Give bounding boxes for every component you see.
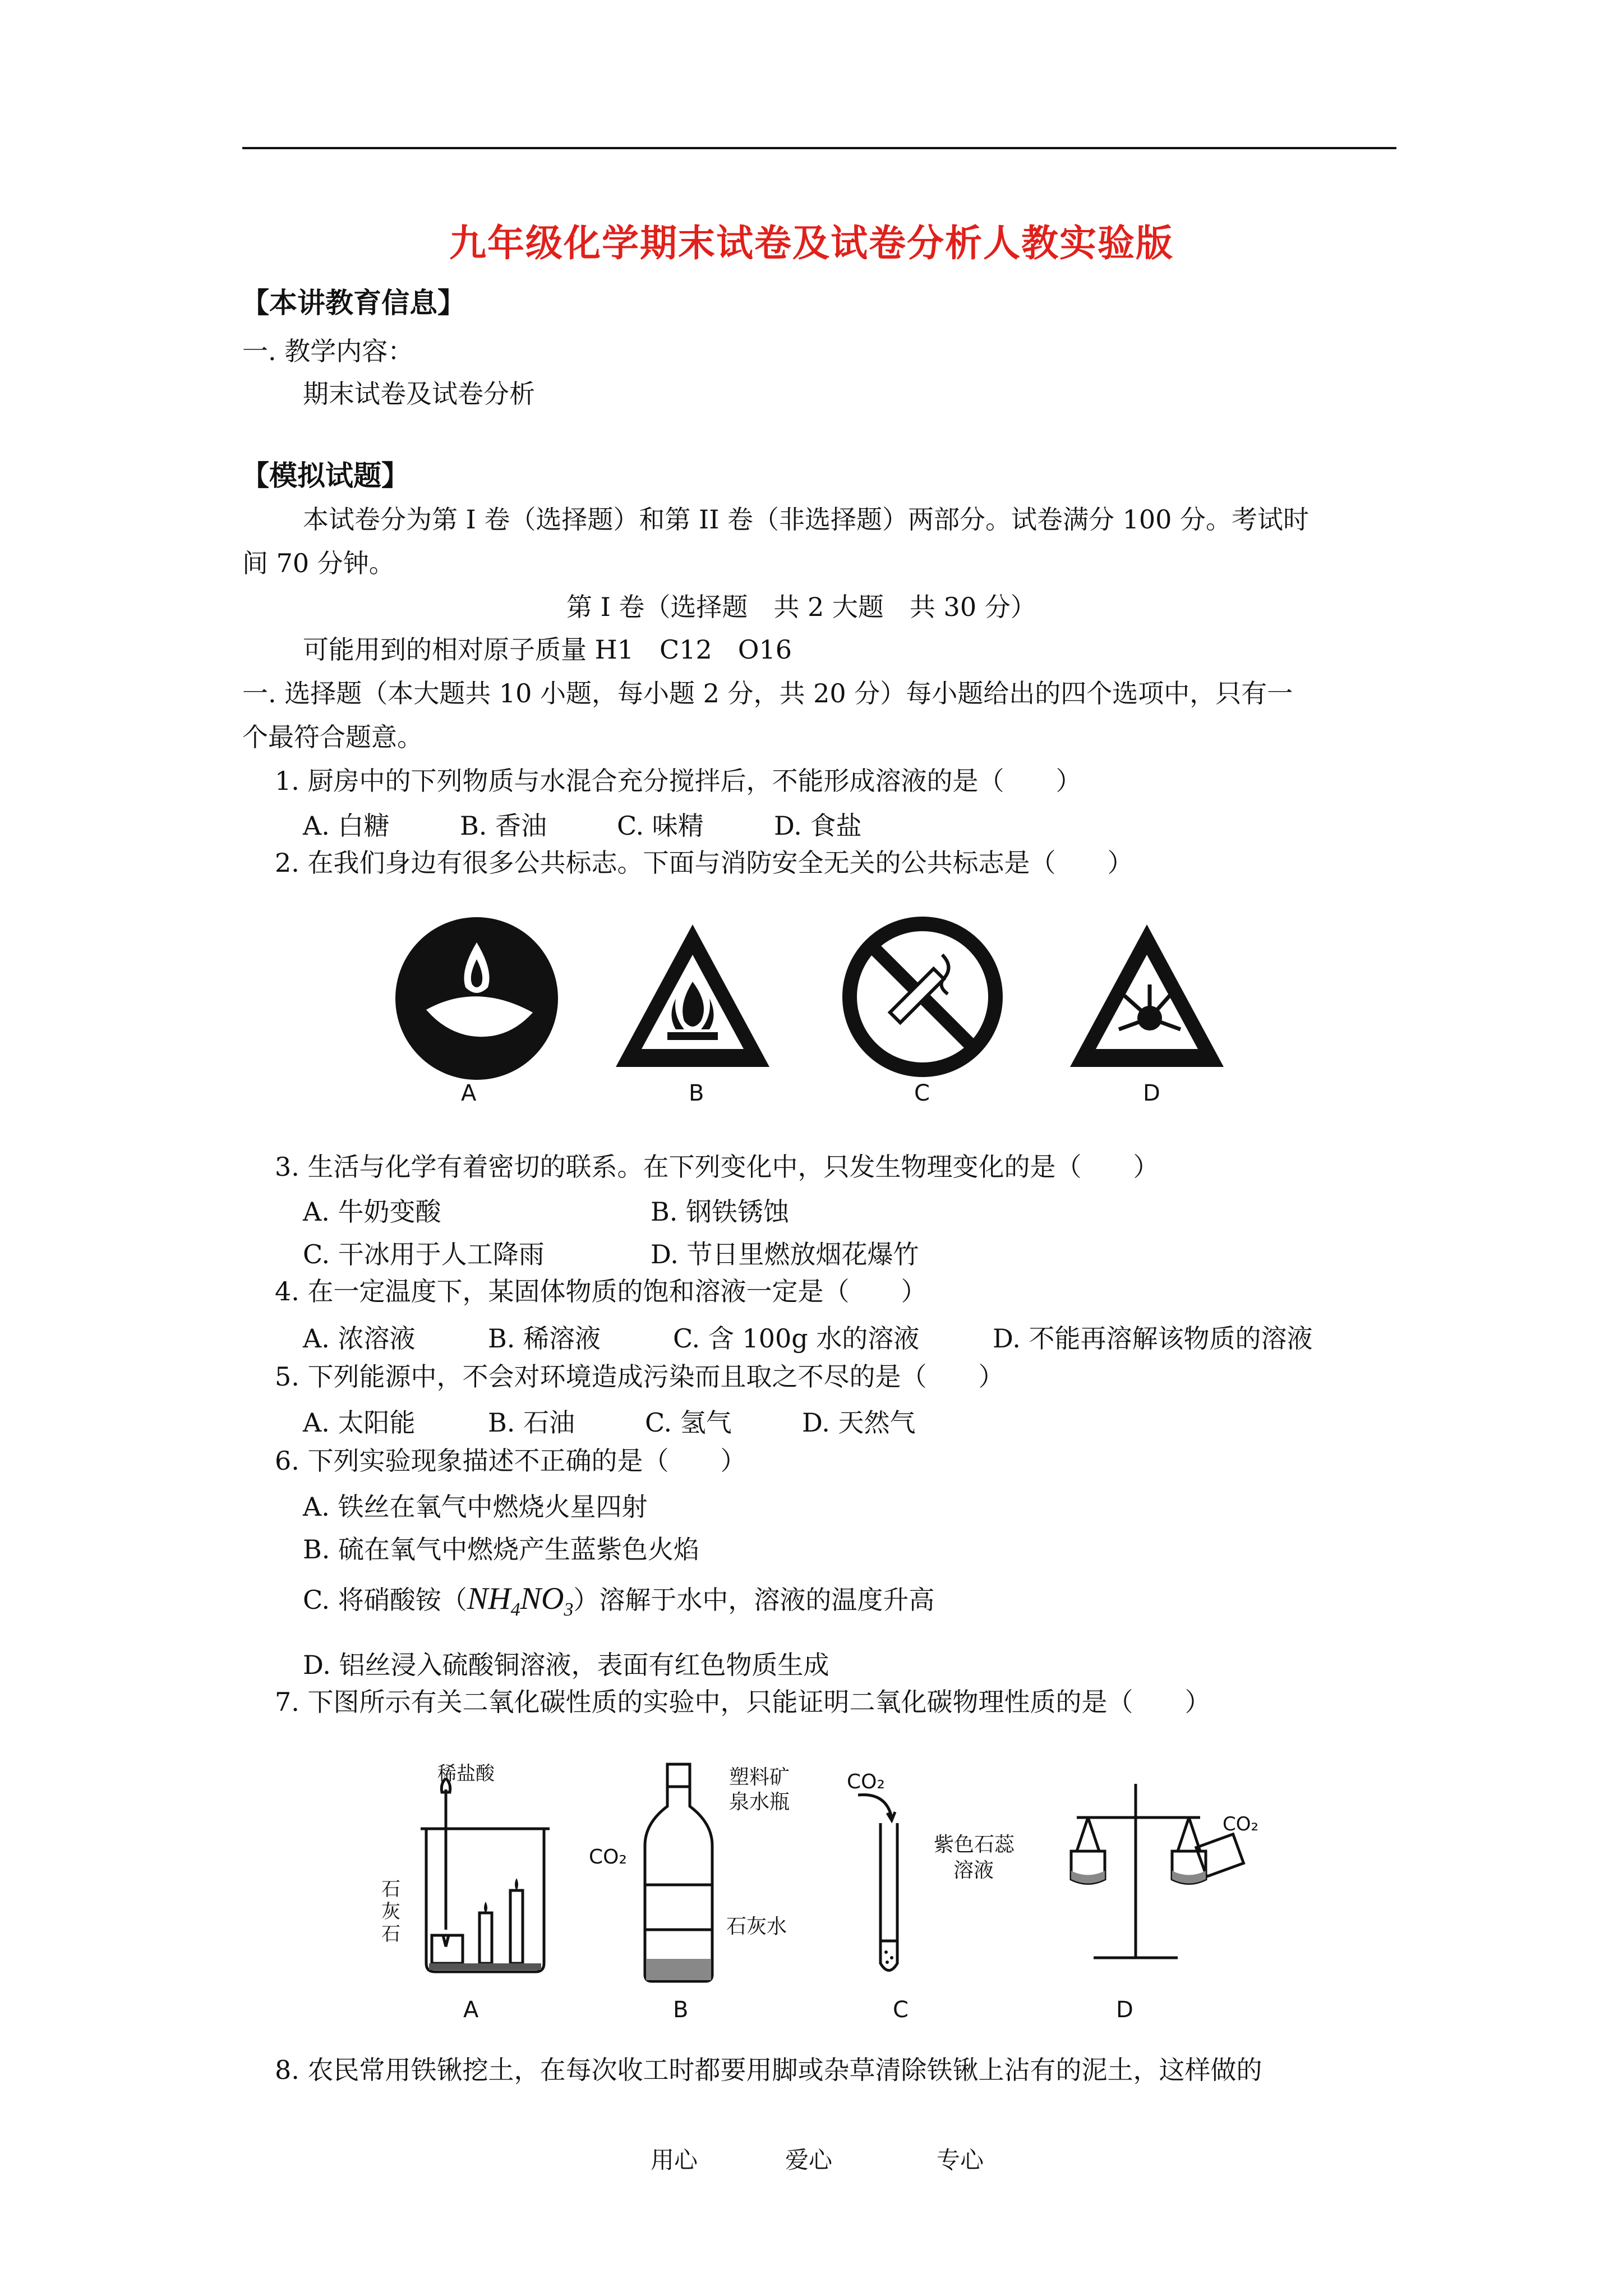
label-plastic-bottle-2: 泉水瓶 <box>729 1791 790 1814</box>
label-limewater: 石灰水 <box>726 1915 787 1938</box>
q1-option-c: C. 味精 <box>617 811 704 841</box>
label-litmus-1: 紫色石蕊 <box>934 1833 1015 1856</box>
q7-label-d: D <box>1116 1997 1133 2023</box>
page-title: 九年级化学期末试卷及试卷分析人教实验版 <box>449 221 1174 265</box>
q3-option-a: A. 牛奶变酸 <box>303 1197 441 1227</box>
q1-option-d: D. 食盐 <box>774 811 862 841</box>
sign-a-water-saving <box>393 914 561 1083</box>
q7-label-b: B <box>673 1997 689 2023</box>
apparatus-d-balance <box>1060 1767 1262 1969</box>
q7-label-a: A <box>463 1997 479 2023</box>
mock-heading: 【模拟试题】 <box>241 459 409 492</box>
q3-option-c: C. 干冰用于人工降雨 <box>303 1239 545 1269</box>
part1-line-2: 个最符合题意。 <box>242 722 423 752</box>
q6-option-d: D. 铝丝浸入硫酸铜溶液，表面有红色物质生成 <box>303 1650 829 1680</box>
info-heading: 【本讲教育信息】 <box>241 286 465 319</box>
question-6: 6. 下列实验现象描述不正确的是（ ） <box>275 1446 746 1476</box>
q2-label-a: A <box>461 1080 477 1106</box>
footer-word-1: 用心 <box>651 2146 698 2174</box>
q5-option-c: C. 氢气 <box>645 1407 732 1438</box>
question-1: 1. 厨房中的下列物质与水混合充分搅拌后，不能形成溶液的是（ ） <box>275 766 1082 796</box>
q6-option-c-start: C. 将硝酸铵（ <box>303 1585 467 1615</box>
q4-option-c: C. 含 100g 水的溶液 <box>673 1323 920 1354</box>
q6-option-c-end: ）溶解于水中，溶液的温度升高 <box>573 1585 935 1615</box>
footer-word-3: 专心 <box>937 2146 984 2174</box>
footer-word-2: 爱心 <box>785 2146 833 2174</box>
content-text: 期末试卷及试卷分析 <box>303 379 535 409</box>
q6-option-c <box>303 1580 934 1621</box>
question-5: 5. 下列能源中，不会对环境造成污染而且取之不尽的是（ ） <box>275 1361 1004 1392</box>
q5-option-b: B. 石油 <box>488 1407 575 1438</box>
q3-option-d: D. 节日里燃放烟花爆竹 <box>651 1239 919 1269</box>
content-label: 一. 教学内容： <box>242 336 414 366</box>
q2-label-c: C <box>914 1080 930 1106</box>
q4-option-a: A. 浓溶液 <box>303 1323 416 1354</box>
apparatus-c-test-tube <box>852 1778 931 1980</box>
q4-option-d: D. 不能再溶解该物质的溶液 <box>993 1323 1313 1354</box>
sign-c-no-smoking <box>841 915 1004 1078</box>
label-co2-b: CO₂ <box>589 1846 627 1869</box>
apparatus-b-bottle <box>634 1761 723 1986</box>
question-7: 7. 下图所示有关二氧化碳性质的实验中，只能证明二氧化碳物理性质的是（ ） <box>275 1687 1211 1717</box>
q6-option-a: A. 铁丝在氧气中燃烧火星四射 <box>303 1492 648 1522</box>
q5-option-a: A. 太阳能 <box>303 1407 416 1438</box>
label-limestone-2: 灰 <box>381 1901 400 1923</box>
atomic-mass: 可能用到的相对原子质量 H1 C12 O16 <box>303 634 792 665</box>
question-3: 3. 生活与化学有着密切的联系。在下列变化中，只发生物理变化的是（ ） <box>275 1152 1159 1182</box>
sign-b-flammable <box>611 920 774 1071</box>
question-8: 8. 农民常用铁锹挖土，在每次收工时都要用脚或杂草清除铁锹上沾有的泥土，这样做的 <box>275 2055 1262 2085</box>
label-limestone-3: 石 <box>381 1923 400 1945</box>
volume-heading: 第 I 卷（选择题 共 2 大题 共 30 分） <box>566 592 1036 622</box>
intro-line-1: 本试卷分为第 I 卷（选择题）和第 II 卷（非选择题）两部分。试卷满分 100 分。考试时 <box>303 504 1310 535</box>
q3-option-b: B. 钢铁锈蚀 <box>651 1197 790 1227</box>
question-4: 4. 在一定温度下，某固体物质的饱和溶液一定是（ ） <box>275 1276 927 1306</box>
sign-d-explosive <box>1066 920 1228 1071</box>
q5-option-d: D. 天然气 <box>802 1407 916 1438</box>
label-dilute-hcl: 稀盐酸 <box>437 1763 495 1785</box>
intro-line-2: 间 70 分钟。 <box>242 548 395 578</box>
q4-option-b: B. 稀溶液 <box>488 1323 601 1354</box>
label-litmus-2: 溶液 <box>953 1859 994 1882</box>
q2-label-b: B <box>689 1080 704 1106</box>
label-co2-d: CO₂ <box>1223 1813 1259 1835</box>
q6-option-b: B. 硫在氧气中燃烧产生蓝紫色火焰 <box>303 1534 700 1565</box>
label-co2-c: CO₂ <box>847 1770 885 1793</box>
part1-line-1: 一. 选择题（本大题共 10 小题，每小题 2 分，共 20 分）每小题给出的四个选项中，只有一 <box>242 678 1293 708</box>
q1-option-a: A. 白糖 <box>303 811 390 841</box>
label-limestone-1: 石 <box>381 1878 400 1901</box>
q7-label-c: C <box>893 1997 909 2023</box>
question-2: 2. 在我们身边有很多公共标志。下面与消防安全无关的公共标志是（ ） <box>275 848 1133 878</box>
ammonium-nitrate-formula: $NH_4NO_3$ <box>467 1581 574 1621</box>
apparatus-a-beaker <box>376 1750 555 1986</box>
label-plastic-bottle-1: 塑料矿 <box>729 1766 790 1789</box>
header-rule <box>242 147 1396 149</box>
q1-option-b: B. 香油 <box>460 811 547 841</box>
q2-label-d: D <box>1143 1080 1160 1106</box>
